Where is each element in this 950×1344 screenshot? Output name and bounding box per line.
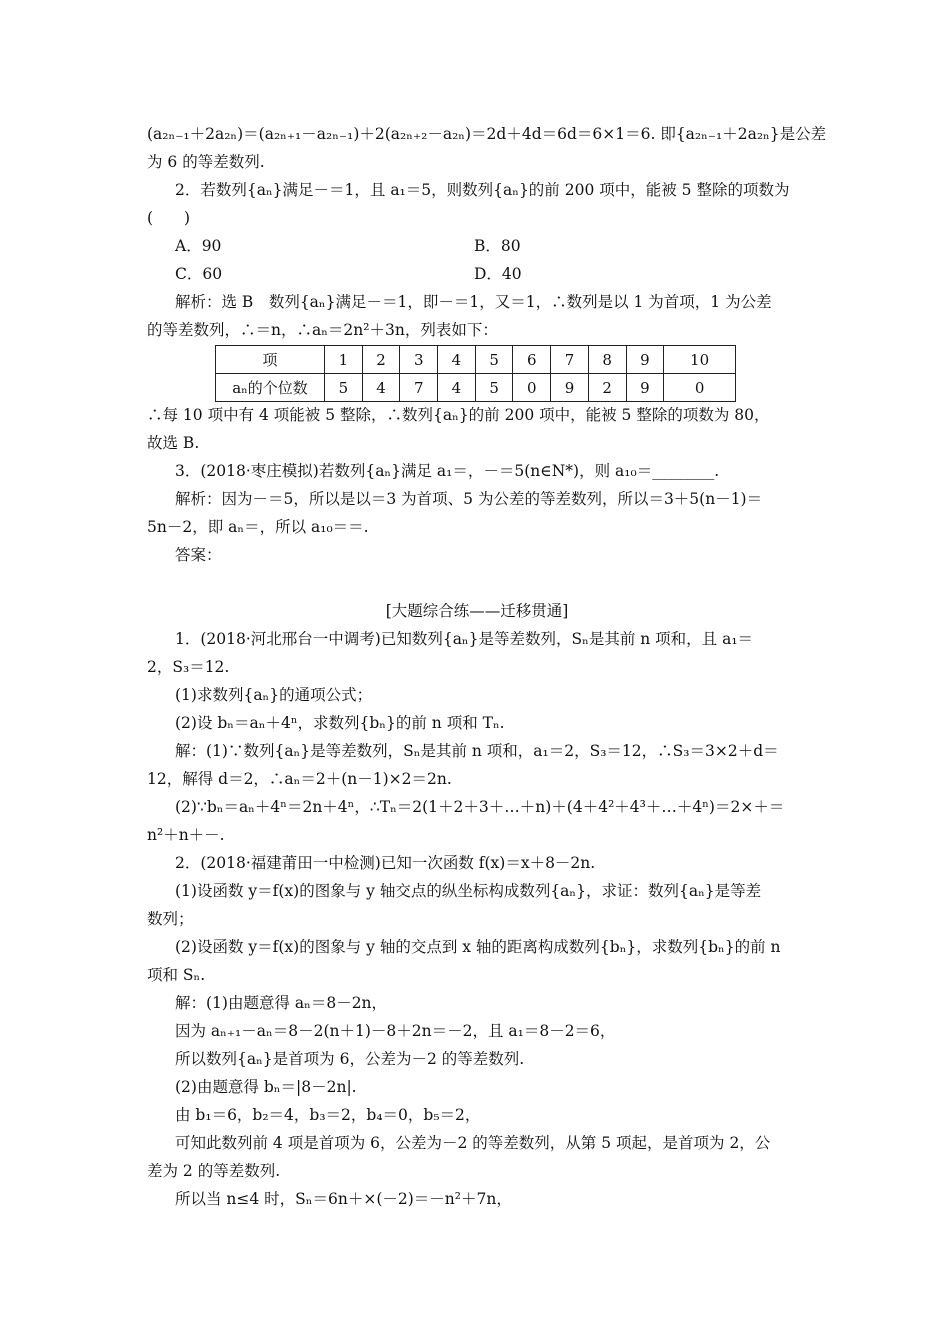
- solution-line: 解：(1)∵数列{aₙ}是等差数列，Sₙ是其前 n 项和，a₁＝2，S₃＝12，∴S₃＝3×2＋d＝: [175, 742, 779, 760]
- table-cell: 5: [475, 374, 513, 402]
- solution-line: (2)由题意得 bₙ＝|8－2n|.: [175, 1078, 357, 1096]
- text-line: (1)设函数 y＝f(x)的图象与 y 轴交点的纵坐标构成数列{aₙ}，求证：数列{aₙ}是等差: [175, 882, 762, 900]
- table-cell: 9: [626, 346, 664, 374]
- solution-line: 的等差数列，∴＝n，∴aₙ＝2n²＋3n，列表如下：: [147, 321, 498, 339]
- option-a: A．90: [175, 237, 222, 255]
- text-line: ∴每 10 项中有 4 项能被 5 整除，∴数列{aₙ}的前 200 项中，能被 5 整除的项数为 80，: [147, 406, 770, 424]
- solution-line: 解：(1)由题意得 aₙ＝8－2n，: [175, 994, 388, 1012]
- table-cell: 3: [400, 346, 438, 374]
- solution-line: 解析：选 B 数列{aₙ}满足－＝1，即－＝1，又＝1，∴数列是以 1 为首项，1 为公差: [175, 293, 772, 311]
- text-line: 故选 B.: [147, 434, 200, 452]
- table-cell: 2: [362, 346, 400, 374]
- table-cell: 2: [588, 374, 626, 402]
- table-cell: 10: [664, 346, 736, 374]
- solution-line: 12，解得 d＝2，∴aₙ＝2＋(n－1)×2＝2n.: [147, 770, 452, 788]
- question-3: 3．(2018·枣庄模拟)若数列{aₙ}满足 a₁＝，－＝5(n∈N*)，则 a₁₀＝________.: [175, 462, 720, 480]
- question-2: 2．若数列{aₙ}满足－＝1，且 a₁＝5，则数列{aₙ}的前 200 项中，能被 5 整除的项数为: [175, 181, 790, 199]
- table-cell: 7: [551, 346, 589, 374]
- table-cell: 7: [400, 374, 438, 402]
- solution-line: 所以数列{aₙ}是首项为 6，公差为－2 的等差数列.: [175, 1050, 525, 1068]
- text-line: 2，S₃＝12.: [147, 658, 230, 676]
- answer-blank: ( ): [147, 209, 191, 227]
- text-line: (2)设函数 y＝f(x)的图象与 y 轴的交点到 x 轴的距离构成数列{bₙ}，求数列{bₙ}的前 n: [175, 938, 781, 956]
- table-cell: 9: [626, 374, 664, 402]
- text-line: 数列；: [147, 910, 194, 928]
- table-cell: 9: [551, 374, 589, 402]
- table-cell: 8: [588, 346, 626, 374]
- solution-line: 解析：因为－＝5，所以是以＝3 为首项、5 为公差的等差数列，所以＝3＋5(n－1)＝: [175, 490, 763, 508]
- text-line: (2)设 bₙ＝aₙ＋4ⁿ，求数列{bₙ}的前 n 项和 Tₙ.: [175, 714, 505, 732]
- text-line: 项和 Sₙ.: [147, 966, 206, 984]
- problem-1: 1．(2018·河北邢台一中调考)已知数列{aₙ}是等差数列，Sₙ是其前 n 项和，且 a₁＝: [175, 630, 754, 648]
- solution-line: 因为 aₙ₊₁－aₙ＝8－2(n＋1)－8＋2n＝－2，且 a₁＝8－2＝6，: [175, 1022, 616, 1040]
- table-cell: 0: [664, 374, 736, 402]
- table-row: [216, 374, 736, 402]
- table-cell: 4: [362, 374, 400, 402]
- table-row: [216, 346, 736, 374]
- table-cell: aₙ的个位数: [216, 374, 325, 402]
- section-heading: [大题综合练——迁移贯通]: [385, 602, 569, 620]
- table-cell: 4: [438, 374, 476, 402]
- table-cell: 1: [325, 346, 363, 374]
- solution-line: 可知此数列前 4 项是首项为 6，公差为－2 的等差数列，从第 5 项起，是首项为 2，公: [175, 1134, 771, 1152]
- solution-line: (2)∵bₙ＝aₙ＋4ⁿ＝2n＋4ⁿ，∴Tₙ＝2(1＋2＋3＋…＋n)＋(4＋4²＋4³＋…＋4ⁿ)＝2×＋＝: [175, 798, 785, 816]
- option-c: C．60: [175, 265, 223, 283]
- table-cell: 4: [438, 346, 476, 374]
- text-line: 为 6 的等差数列.: [147, 153, 265, 171]
- units-digit-table: [215, 345, 736, 402]
- table-cell: 0: [513, 374, 551, 402]
- solution-line: n²＋n＋－.: [147, 826, 225, 844]
- solution-line: 所以当 n≤4 时，Sₙ＝6n＋×(－2)＝－n²＋7n，: [175, 1190, 512, 1208]
- table-cell: 5: [325, 374, 363, 402]
- table-cell: 项: [216, 346, 325, 374]
- option-d: D．40: [474, 265, 522, 283]
- solution-line: 由 b₁＝6，b₂＝4，b₃＝2，b₄＝0，b₅＝2，: [175, 1106, 481, 1124]
- text-line: (1)求数列{aₙ}的通项公式；: [175, 686, 373, 704]
- text-line: (a₂ₙ₋₁＋2a₂ₙ)＝(a₂ₙ₊₁－a₂ₙ₋₁)＋2(a₂ₙ₊₂－a₂ₙ)＝2d＋4d＝6d＝6×1＝6. 即{a₂ₙ₋₁＋2a₂ₙ}是公差: [147, 125, 827, 143]
- problem-2: 2．(2018·福建莆田一中检测)已知一次函数 f(x)＝x＋8－2n.: [175, 854, 596, 872]
- table-cell: 6: [513, 346, 551, 374]
- solution-line: 5n－2，即 aₙ＝，所以 a₁₀＝＝.: [147, 518, 369, 536]
- table-cell: 5: [475, 346, 513, 374]
- solution-line: 差为 2 的等差数列.: [147, 1162, 281, 1180]
- answer-label: 答案：: [175, 546, 222, 564]
- option-b: B．80: [474, 237, 521, 255]
